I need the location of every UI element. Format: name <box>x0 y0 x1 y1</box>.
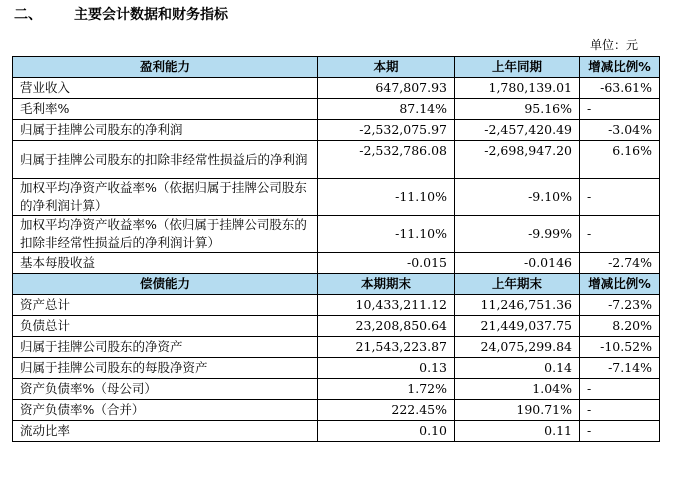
table-row <box>13 120 660 141</box>
row-current: -0.015 <box>318 253 455 274</box>
row-prior: 11,246,751.36 <box>455 295 580 316</box>
table-row <box>13 400 660 421</box>
table-row <box>13 337 660 358</box>
row-current: 0.10 <box>318 421 455 442</box>
section-heading <box>14 4 228 26</box>
row-prior: -9.99% <box>455 216 580 253</box>
row-label: 资产负债率%（母公司） <box>13 379 318 400</box>
debt-header-ability: 偿债能力 <box>13 274 318 295</box>
row-prior: 21,449,037.75 <box>455 316 580 337</box>
row-change: -63.61% <box>580 78 660 99</box>
table-row <box>13 316 660 337</box>
table-row <box>13 141 660 179</box>
row-change: -7.14% <box>580 358 660 379</box>
debt-header-current: 本期期末 <box>318 274 455 295</box>
row-prior: 0.11 <box>455 421 580 442</box>
row-label: 毛利率% <box>13 99 318 120</box>
financial-indicators-table <box>12 56 660 442</box>
row-change: - <box>580 179 660 216</box>
row-prior: 190.71% <box>455 400 580 421</box>
row-label: 归属于挂牌公司股东的扣除非经常性损益后的净利润 <box>13 141 318 179</box>
row-change: -2.74% <box>580 253 660 274</box>
row-current: -2,532,075.97 <box>318 120 455 141</box>
row-prior: 1.04% <box>455 379 580 400</box>
row-label: 加权平均净资产收益率%（依据归属于挂牌公司股东的净利润计算） <box>13 179 318 216</box>
table-row <box>13 421 660 442</box>
row-prior: -9.10% <box>455 179 580 216</box>
row-label: 加权平均净资产收益率%（依归属于挂牌公司股东的扣除非经常性损益后的净利润计算） <box>13 216 318 253</box>
profit-header-current: 本期 <box>318 57 455 78</box>
row-label: 负债总计 <box>13 316 318 337</box>
debt-header-change: 增减比例% <box>580 274 660 295</box>
profit-header-prior: 上年同期 <box>455 57 580 78</box>
row-change: - <box>580 379 660 400</box>
profit-header-row <box>13 57 660 78</box>
row-current: 23,208,850.64 <box>318 316 455 337</box>
row-change: - <box>580 421 660 442</box>
row-current: 21,543,223.87 <box>318 337 455 358</box>
row-current: 10,433,211.12 <box>318 295 455 316</box>
unit-label: 单位：元 <box>590 38 639 52</box>
row-label: 基本每股收益 <box>13 253 318 274</box>
table-row <box>13 358 660 379</box>
row-current: 1.72% <box>318 379 455 400</box>
table-row <box>13 295 660 316</box>
row-label: 营业收入 <box>13 78 318 99</box>
row-current: 0.13 <box>318 358 455 379</box>
row-label: 流动比率 <box>13 421 318 442</box>
row-current: 87.14% <box>318 99 455 120</box>
debt-header-prior: 上年期末 <box>455 274 580 295</box>
row-label: 归属于挂牌公司股东的每股净资产 <box>13 358 318 379</box>
row-label: 归属于挂牌公司股东的净利润 <box>13 120 318 141</box>
row-change: -3.04% <box>580 120 660 141</box>
row-change: -10.52% <box>580 337 660 358</box>
row-label: 资产负债率%（合并） <box>13 400 318 421</box>
table-row <box>13 253 660 274</box>
table-row <box>13 216 660 253</box>
row-change: - <box>580 400 660 421</box>
row-label: 归属于挂牌公司股东的净资产 <box>13 337 318 358</box>
debt-header-row <box>13 274 660 295</box>
row-current: 222.45% <box>318 400 455 421</box>
section-number: 二、 <box>14 7 42 23</box>
profit-header-change: 增减比例% <box>580 57 660 78</box>
row-current: -11.10% <box>318 179 455 216</box>
row-current: -11.10% <box>318 216 455 253</box>
row-prior: 95.16% <box>455 99 580 120</box>
row-current: 647,807.93 <box>318 78 455 99</box>
table-row <box>13 179 660 216</box>
row-prior: 24,075,299.84 <box>455 337 580 358</box>
table-row <box>13 99 660 120</box>
row-change: 6.16% <box>580 141 660 179</box>
row-label: 资产总计 <box>13 295 318 316</box>
table-row <box>13 78 660 99</box>
profit-header-ability: 盈利能力 <box>13 57 318 78</box>
row-prior: -2,698,947.20 <box>455 141 580 179</box>
row-change: -7.23% <box>580 295 660 316</box>
row-prior: -0.0146 <box>455 253 580 274</box>
table-row <box>13 379 660 400</box>
row-change: 8.20% <box>580 316 660 337</box>
section-title: 主要会计数据和财务指标 <box>74 7 228 23</box>
row-current: -2,532,786.08 <box>318 141 455 179</box>
row-prior: 0.14 <box>455 358 580 379</box>
row-change: - <box>580 216 660 253</box>
row-prior: 1,780,139.01 <box>455 78 580 99</box>
row-change: - <box>580 99 660 120</box>
row-prior: -2,457,420.49 <box>455 120 580 141</box>
